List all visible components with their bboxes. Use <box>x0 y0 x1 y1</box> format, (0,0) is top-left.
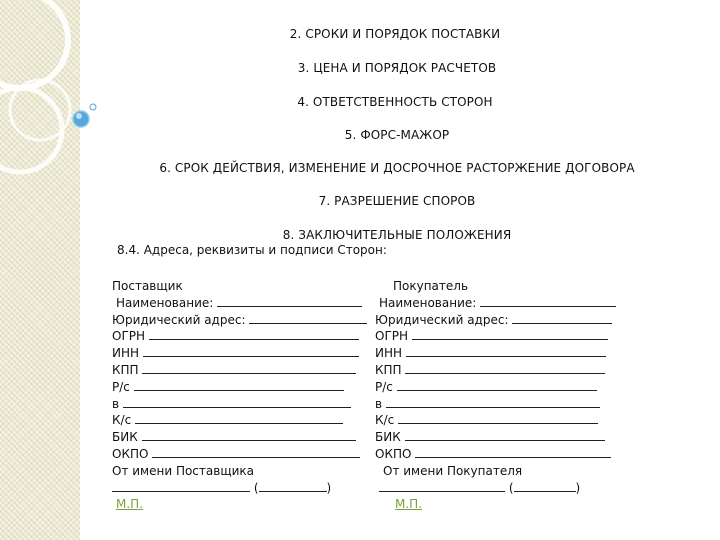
supplier-name-label: Наименование: <box>116 295 214 310</box>
supplier-address-label: Юридический адрес: <box>112 312 246 327</box>
supplier-title: Поставщик <box>112 279 183 293</box>
buyer-bank-field[interactable] <box>386 396 600 408</box>
supplier-kpp-field[interactable] <box>142 362 356 374</box>
buyer-address-label: Юридический адрес: <box>375 312 509 327</box>
section-3-heading: 3. ЦЕНА И ПОРЯДОК РАСЧЕТОВ <box>297 61 497 75</box>
supplier-ogrn-label: ОГРН <box>112 329 146 344</box>
supplier-requisites: Поставщик Наименование: Юридический адрес: ОГРН ИНН КПП Р/с в К/с БИК ОКПО От имени Поставщика ( ) М.П. <box>112 278 367 513</box>
section-5-heading: 5. ФОРС-МАЖОР <box>344 128 450 142</box>
buyer-kpp-field[interactable] <box>405 362 605 374</box>
requisites-subheading: 8.4. Адреса, реквизиты и подписи Сторон: <box>117 243 387 257</box>
buyer-name-label: Наименование: <box>379 295 477 310</box>
buyer-signature-name-field[interactable] <box>514 480 576 492</box>
buyer-ks-field[interactable] <box>398 412 598 424</box>
supplier-signature-field[interactable] <box>112 480 250 492</box>
supplier-stamp-label: М.П. <box>116 497 144 512</box>
buyer-rs-field[interactable] <box>397 379 597 391</box>
supplier-bank-label: в <box>112 396 120 411</box>
buyer-kpp-label: КПП <box>375 362 402 377</box>
supplier-inn-label: ИНН <box>112 346 140 361</box>
buyer-name-field[interactable] <box>480 295 616 307</box>
buyer-signature-field[interactable] <box>379 480 505 492</box>
buyer-inn-label: ИНН <box>375 346 403 361</box>
supplier-name-field[interactable] <box>217 295 362 307</box>
section-8-heading: 8. ЗАКЛЮЧИТЕЛЬНЫЕ ПОЛОЖЕНИЯ <box>282 228 512 242</box>
buyer-bik-field[interactable] <box>405 429 605 441</box>
buyer-ogrn-label: ОГРН <box>375 329 409 344</box>
buyer-rs-label: Р/с <box>375 379 393 394</box>
buyer-bik-label: БИК <box>375 430 401 445</box>
buyer-address-field[interactable] <box>512 312 612 324</box>
buyer-inn-field[interactable] <box>406 345 606 357</box>
decorative-circles-graphic <box>0 0 140 200</box>
supplier-bank-field[interactable] <box>123 396 351 408</box>
buyer-ogrn-field[interactable] <box>412 328 608 340</box>
supplier-okpo-label: ОКПО <box>112 446 149 461</box>
buyer-bank-label: в <box>375 396 383 411</box>
section-7-heading: 7. РАЗРЕШЕНИЕ СПОРОВ <box>318 194 476 208</box>
supplier-rs-field[interactable] <box>134 379 344 391</box>
supplier-bik-field[interactable] <box>142 429 356 441</box>
buyer-on-behalf: От имени Покупателя <box>383 463 523 478</box>
section-4-heading: 4. ОТВЕТСТВЕННОСТЬ СТОРОН <box>297 95 493 109</box>
buyer-requisites: Покупатель Наименование: Юридический адрес: ОГРН ИНН КПП Р/с в К/с БИК ОКПО От имени Покупателя ( ) М.П. <box>375 278 616 513</box>
supplier-ogrn-field[interactable] <box>149 328 359 340</box>
supplier-kpp-label: КПП <box>112 362 139 377</box>
supplier-bik-label: БИК <box>112 430 138 445</box>
supplier-on-behalf: От имени Поставщика <box>112 463 255 478</box>
section-6-heading: 6. СРОК ДЕЙСТВИЯ, ИЗМЕНЕНИЕ И ДОСРОЧНОЕ РАСТОРЖЕНИЕ ДОГОВОРА <box>159 161 635 175</box>
supplier-ks-field[interactable] <box>135 412 343 424</box>
supplier-address-field[interactable] <box>249 312 367 324</box>
buyer-okpo-field[interactable] <box>415 446 611 458</box>
supplier-rs-label: Р/с <box>112 379 130 394</box>
supplier-signature-name-field[interactable] <box>259 480 327 492</box>
buyer-ks-label: К/с <box>375 413 395 428</box>
buyer-stamp-label: М.П. <box>395 497 423 512</box>
supplier-ks-label: К/с <box>112 413 132 428</box>
supplier-inn-field[interactable] <box>143 345 359 357</box>
section-2-heading: 2. СРОКИ И ПОРЯДОК ПОСТАВКИ <box>289 27 501 41</box>
buyer-title: Покупатель <box>393 279 469 293</box>
supplier-okpo-field[interactable] <box>152 446 360 458</box>
buyer-okpo-label: ОКПО <box>375 446 412 461</box>
